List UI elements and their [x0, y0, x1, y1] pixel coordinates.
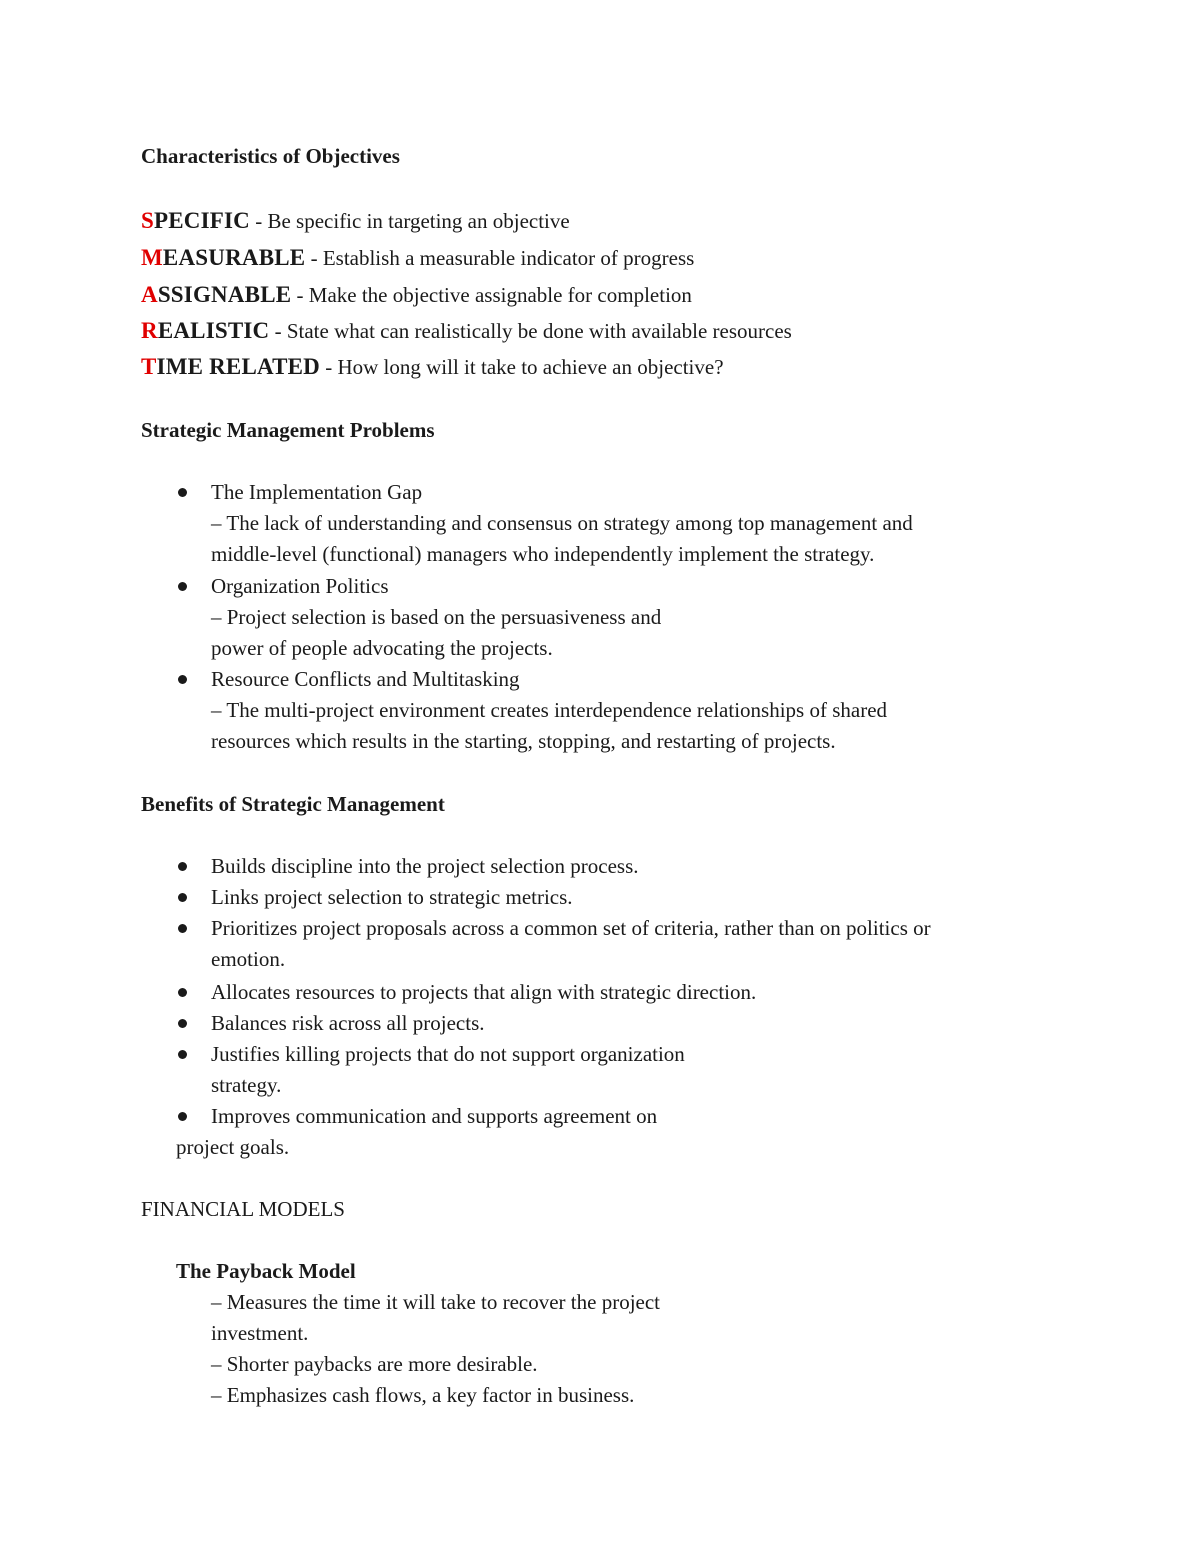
benefit-item-line: Prioritizes project proposals across a common set of criteria, rather than on politics or: [211, 916, 931, 940]
payback-line: – Emphasizes cash flows, a key factor in business.: [211, 1383, 635, 1407]
smart-term: [141, 208, 250, 233]
smart-initial-letter: S: [141, 208, 154, 233]
smart-initial-letter: A: [141, 282, 158, 307]
smart-initial-letter: M: [141, 245, 163, 270]
problem-item-line: – The multi-project environment creates interdependence relationships of shared: [211, 698, 888, 722]
smart-item-measurable: [141, 240, 694, 276]
payback-line: investment.: [211, 1321, 309, 1345]
smart-initial-letter: T: [141, 354, 157, 379]
smart-term: [141, 318, 269, 343]
problem-item-line: – The lack of understanding and consensus on strategy among top management and: [211, 511, 913, 535]
benefit-item-line: Allocates resources to projects that align with strategic direction.: [211, 980, 757, 1004]
smart-term-rest: IME RELATED: [156, 354, 320, 379]
smart-item-specific: [141, 203, 570, 239]
problem-item-label: Resource Conflicts and Multitasking: [211, 667, 520, 691]
section-title-financial: FINANCIAL MODELS: [141, 1197, 345, 1221]
section-title-characteristics: Characteristics of Objectives: [141, 144, 400, 168]
benefit-item-line: Justifies killing projects that do not support organization: [211, 1042, 685, 1066]
bullet-icon: [178, 675, 187, 684]
smart-item-assignable: [141, 277, 692, 313]
problem-item-line: middle-level (functional) managers who independently implement the strategy.: [211, 542, 875, 566]
smart-description: - How long will it take to achieve an objective?: [319, 355, 724, 379]
benefit-item-line: strategy.: [211, 1073, 282, 1097]
bullet-icon: [178, 988, 187, 997]
smart-description: - State what can realistically be done with available resources: [269, 319, 792, 343]
bullet-icon: [178, 893, 187, 902]
benefit-trailing-line: project goals.: [176, 1135, 290, 1159]
benefit-item-line: Improves communication and supports agreement on: [211, 1104, 658, 1128]
smart-description: - Establish a measurable indicator of progress: [305, 246, 695, 270]
smart-description: - Be specific in targeting an objective: [249, 209, 570, 233]
section-title-problems: Strategic Management Problems: [141, 418, 435, 442]
bullet-icon: [178, 1112, 187, 1121]
bullet-icon: [178, 1050, 187, 1059]
bullet-icon: [178, 1019, 187, 1028]
benefit-item-line: Links project selection to strategic metrics.: [211, 885, 573, 909]
smart-item-time-related: [141, 349, 724, 385]
problem-item-line: power of people advocating the projects.: [211, 636, 553, 660]
smart-term-rest: EALISTIC: [157, 318, 270, 343]
problem-item-line: – Project selection is based on the persuasiveness and: [211, 605, 662, 629]
bullet-icon: [178, 924, 187, 933]
section-title-benefits: Benefits of Strategic Management: [141, 792, 445, 816]
bullet-icon: [178, 862, 187, 871]
smart-term: [141, 282, 291, 307]
smart-term-rest: SSIGNABLE: [157, 282, 292, 307]
payback-line: – Measures the time it will take to recover the project: [211, 1290, 661, 1314]
payback-line: – Shorter paybacks are more desirable.: [211, 1352, 538, 1376]
smart-term-rest: PECIFIC: [154, 208, 250, 233]
problem-item-label: Organization Politics: [211, 574, 389, 598]
bullet-icon: [178, 582, 187, 591]
benefit-item-line: emotion.: [211, 947, 286, 971]
problem-item-label: The Implementation Gap: [211, 480, 423, 504]
benefit-item-line: Builds discipline into the project selection process.: [211, 854, 639, 878]
benefit-item-line: Balances risk across all projects.: [211, 1011, 485, 1035]
bullet-icon: [178, 488, 187, 497]
subsection-title-payback: The Payback Model: [176, 1259, 356, 1283]
smart-term: [141, 245, 305, 270]
smart-term-rest: EASURABLE: [162, 245, 306, 270]
smart-initial-letter: R: [141, 318, 158, 343]
smart-term: [141, 354, 320, 379]
problem-item-line: resources which results in the starting, stopping, and restarting of projects.: [211, 729, 836, 753]
smart-description: - Make the objective assignable for completion: [291, 283, 692, 307]
smart-item-realistic: [141, 313, 792, 349]
